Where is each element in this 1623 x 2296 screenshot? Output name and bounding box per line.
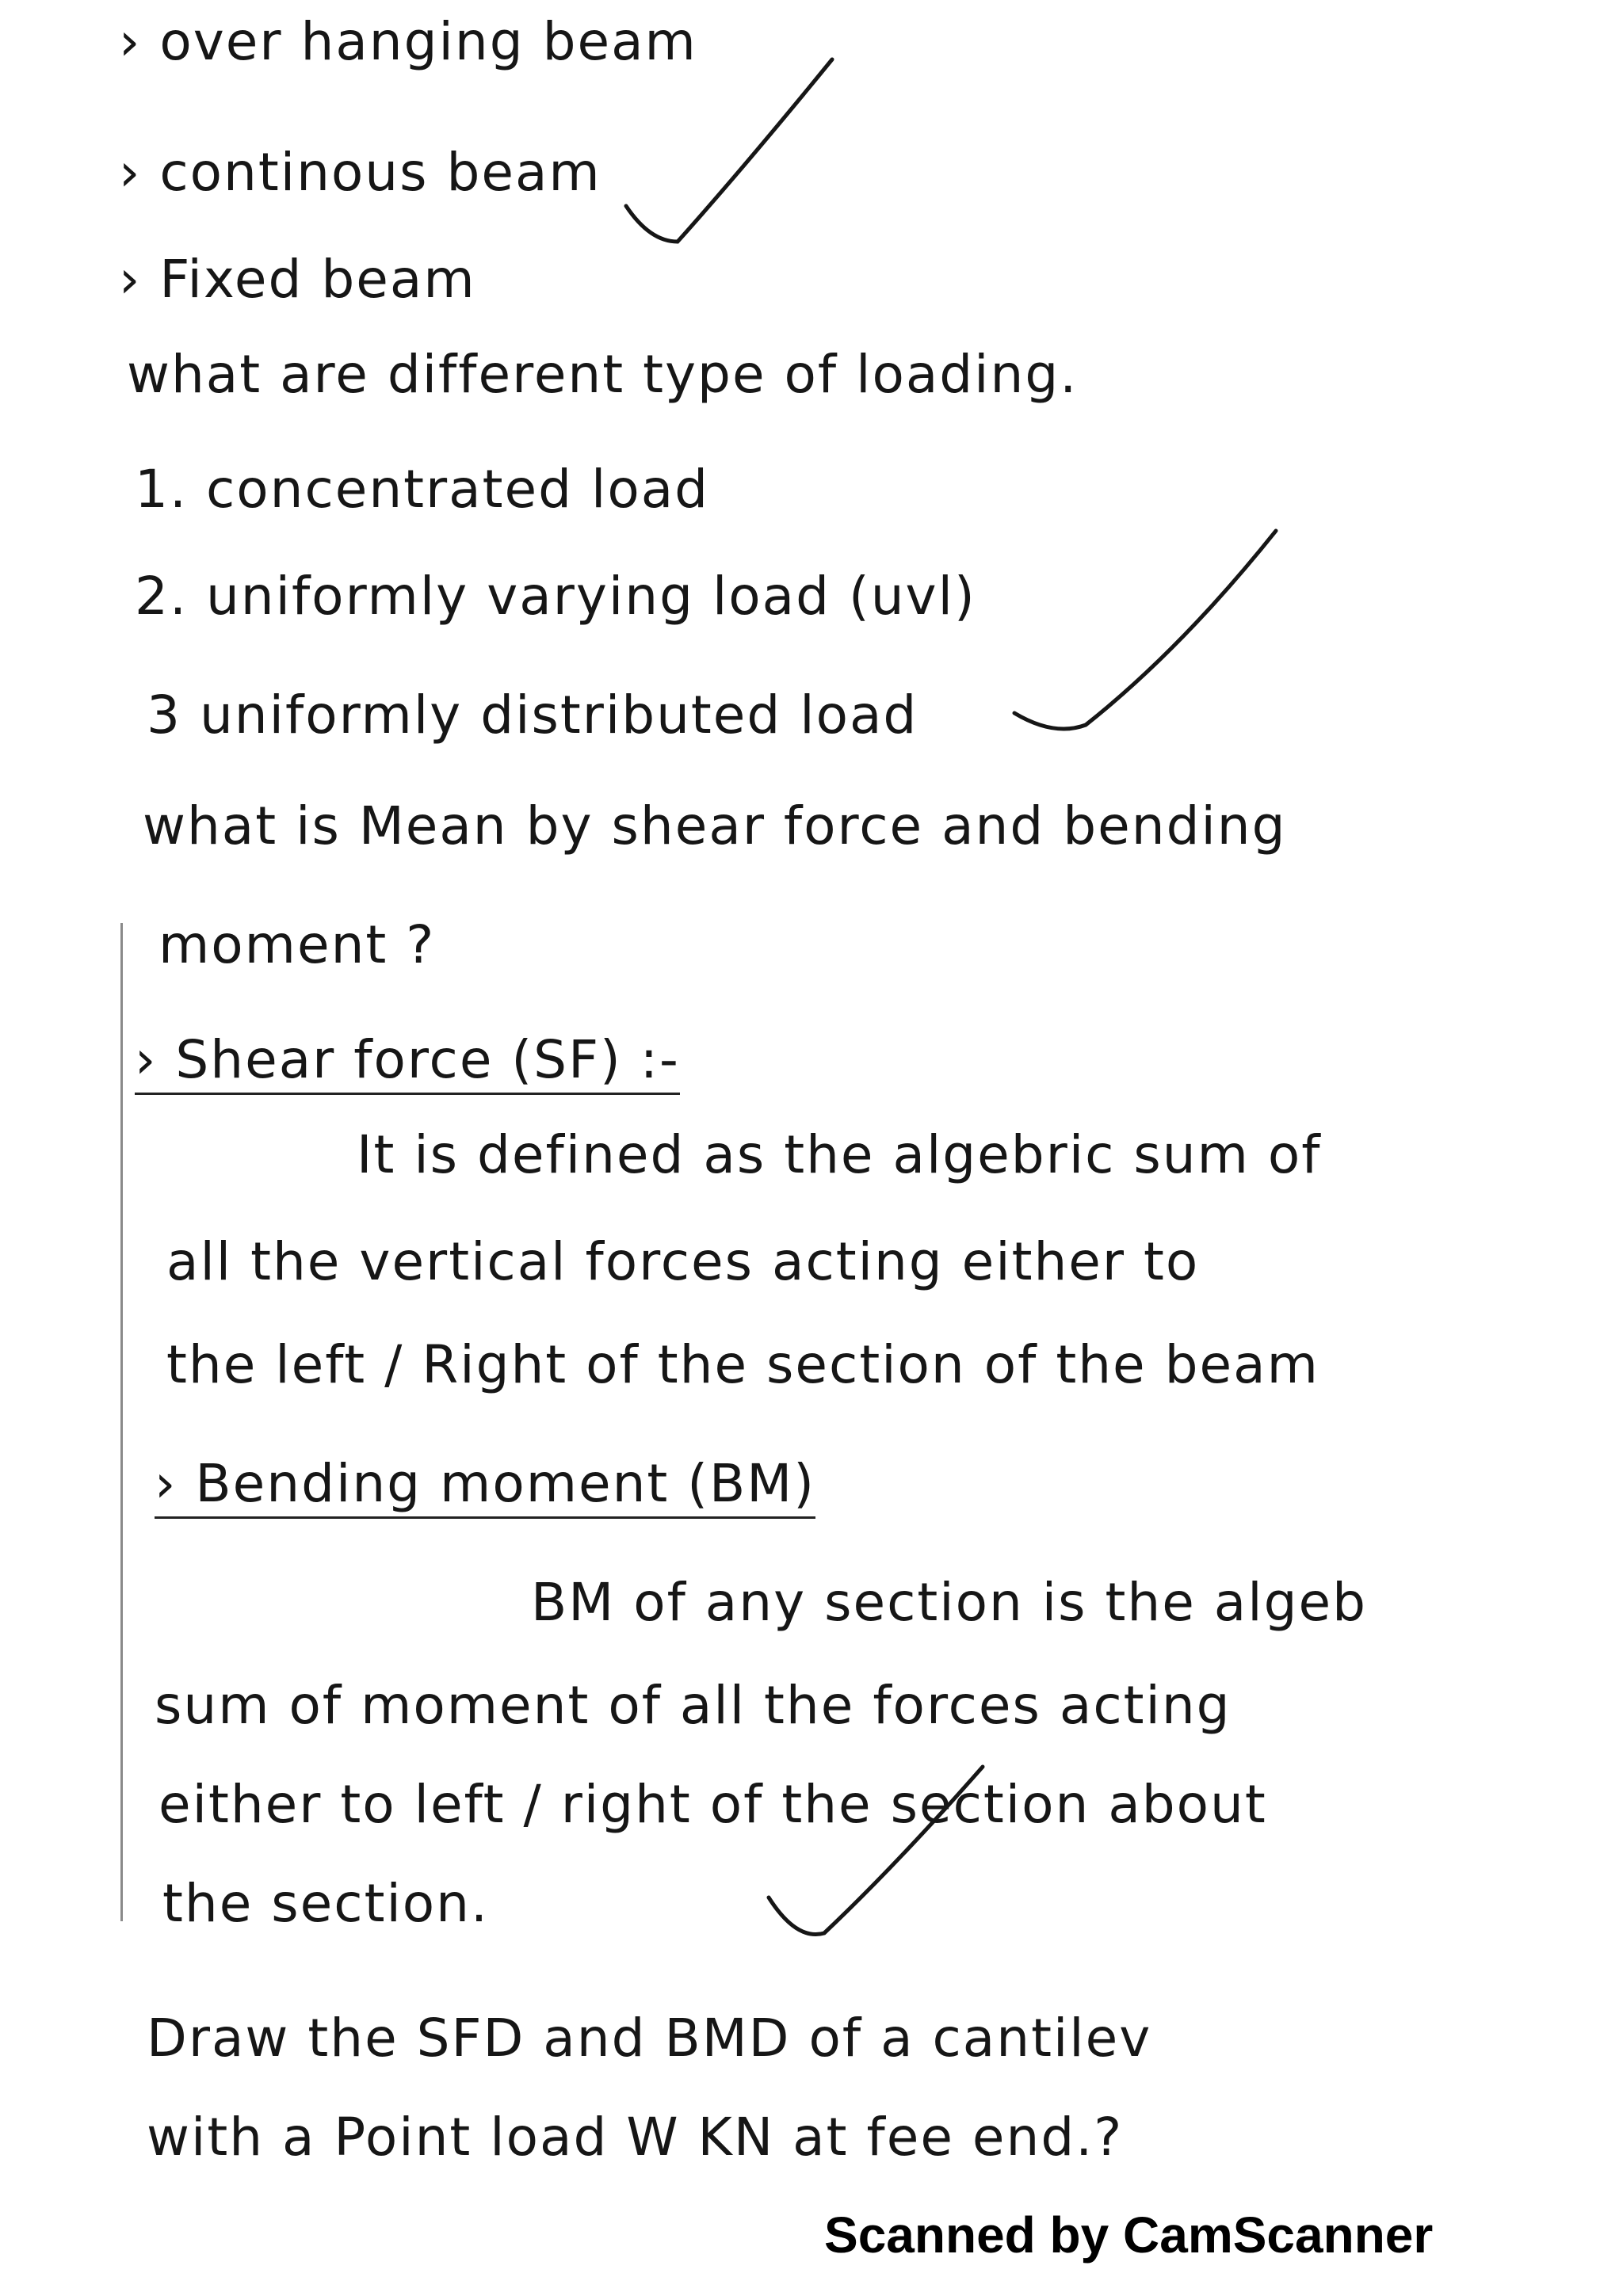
check-mark-icon <box>618 48 856 254</box>
note-line-17: either to left / right of the section about <box>158 1774 1267 1835</box>
note-line-1: › over hanging beam <box>119 11 697 72</box>
note-line-3: › Fixed beam <box>119 249 476 310</box>
check-mark-icon <box>761 1755 999 1961</box>
bending-moment-heading: › Bending moment (BM) <box>155 1458 815 1519</box>
note-line-4: what are different type of loading. <box>127 344 1079 405</box>
note-line-18: the section. <box>162 1873 489 1934</box>
note-line-12: all the vertical forces acting either to <box>166 1231 1200 1292</box>
note-line-16: sum of moment of all the forces acting <box>155 1675 1232 1736</box>
note-line-20: with a Point load W KN at fee end.? <box>147 2107 1124 2168</box>
check-mark-icon <box>1006 515 1292 753</box>
note-line-9: moment ? <box>158 914 436 975</box>
note-line-6: 2. uniformly varying load (uvl) <box>135 566 976 627</box>
note-line-19: Draw the SFD and BMD of a cantilev <box>147 2008 1152 2069</box>
scanner-watermark: Scanned by CamScanner <box>824 2206 1434 2264</box>
shear-force-heading: › Shear force (SF) :- <box>135 1034 680 1095</box>
note-line-8: what is Mean by shear force and bending <box>143 795 1287 856</box>
note-line-5: 1. concentrated load <box>135 459 710 520</box>
note-line-7: 3 uniformly distributed load <box>147 685 918 746</box>
note-line-2: › continous beam <box>119 142 601 203</box>
note-line-11: It is defined as the algebric sum of <box>357 1124 1322 1185</box>
note-line-15: BM of any section is the algeb <box>531 1572 1367 1633</box>
note-line-13: the left / Right of the section of the beam <box>166 1334 1319 1395</box>
margin-rule <box>120 923 123 1921</box>
